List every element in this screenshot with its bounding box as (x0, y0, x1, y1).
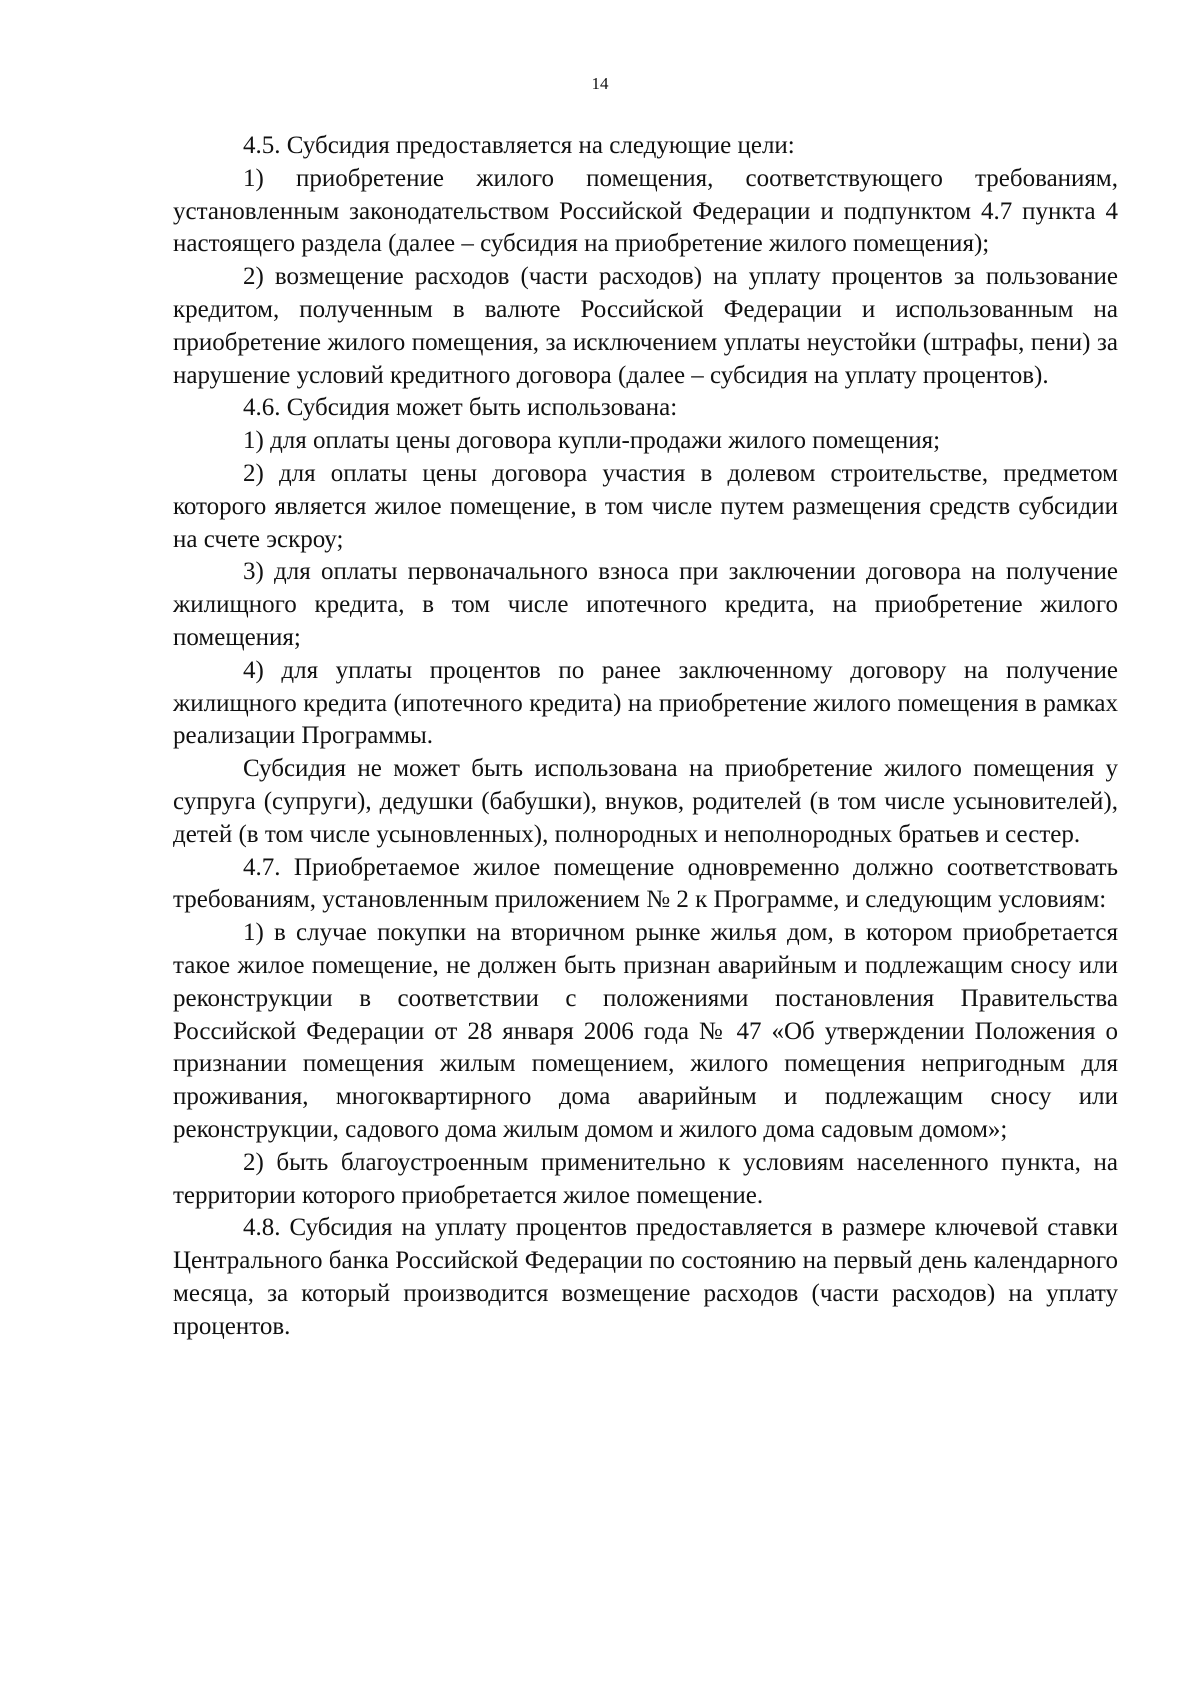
paragraph-4-6-item-1: 1) для оплаты цены договора купли-продажи жилого помещения; (243, 427, 941, 455)
paragraph-4-5: 4.5. Субсидия предоставляется на следующие цели: (243, 132, 795, 159)
paragraph-4-8: 4.8. Субсидия на уплату процентов предоставляется в размере ключевой ставки Центрального банка Российской Федерации по состоянию на первый день календарного месяца, за который производится возмещение расходов (части расходов) на уплату процентов. (173, 1214, 1118, 1340)
paragraph-4-6-item-2: 2) для оплаты цены договора участия в долевом строительстве, предметом которого является жилое помещение, в том числе путем размещения средств субсидии на счете эскроу; (173, 459, 1118, 553)
paragraph-4-5-item-1: 1) приобретение жилого помещения, соответствующего требованиям, установленным законодательством Российской Федерации и подпунктом 4.7 пункта 4 настоящего раздела (далее – субсидия на приобретение жилого помещения); (173, 164, 1118, 258)
paragraph-4-7: 4.7. Приобретаемое жилое помещение одновременно должно соответствовать требованиям, установленным приложением № 2 к Программе, и следующим условиям: (173, 853, 1118, 914)
paragraph-4-5-item-2: 2) возмещение расходов (части расходов) на уплату процентов за пользование кредитом, полученным в валюте Российской Федерации и использованным на приобретение жилого помещения, за исключением уплаты неустойки (штрафы, пени) за нарушение условий кредитного договора (далее – субсидия на уплату процентов). (173, 263, 1118, 389)
page-number: 14 (591, 74, 609, 93)
paragraph-4-7-item-1: 1) в случае покупки на вторичном рынке жилья дом, в котором приобретается такое жилое помещение, не должен быть признан аварийным и подлежащим сносу или реконструкции в соответствии с положениями постановления Правительства Российской Федерации от 28 января 2006 года № 47 «Об утверждении Положения о признании помещения жилым помещением, жилого помещения непригодным для проживания, многоквартирного дома аварийным и подлежащим сносу или реконструкции, садового дома жилым домом и жилого дома садовым домом»; (173, 919, 1118, 1143)
paragraph-4-6-item-3: 3) для оплаты первоначального взноса при заключении договора на получение жилищного кредита, в том числе ипотечного кредита, на приобретение жилого помещения; (173, 558, 1118, 651)
paragraph-4-6-item-4: 4) для уплаты процентов по ранее заключенному договору на получение жилищного кредита (ипотечного кредита) на приобретение жилого помещения в рамках реализации Программы. (173, 656, 1118, 750)
paragraph-4-6: 4.6. Субсидия может быть использована: (243, 394, 678, 422)
document-body (173, 130, 1118, 1343)
paragraph-restriction: Субсидия не может быть использована на приобретение жилого помещения у супруга (супруги), дедушки (бабушки), внуков, родителей (в том числе усыновителей), детей (в том числе усыновленных), полнородных и неполнородных братьев и сестер. (173, 755, 1118, 848)
paragraph-4-7-item-2: 2) быть благоустроенным применительно к условиям населенного пункта, на территории которого приобретается жилое помещение. (173, 1148, 1118, 1209)
